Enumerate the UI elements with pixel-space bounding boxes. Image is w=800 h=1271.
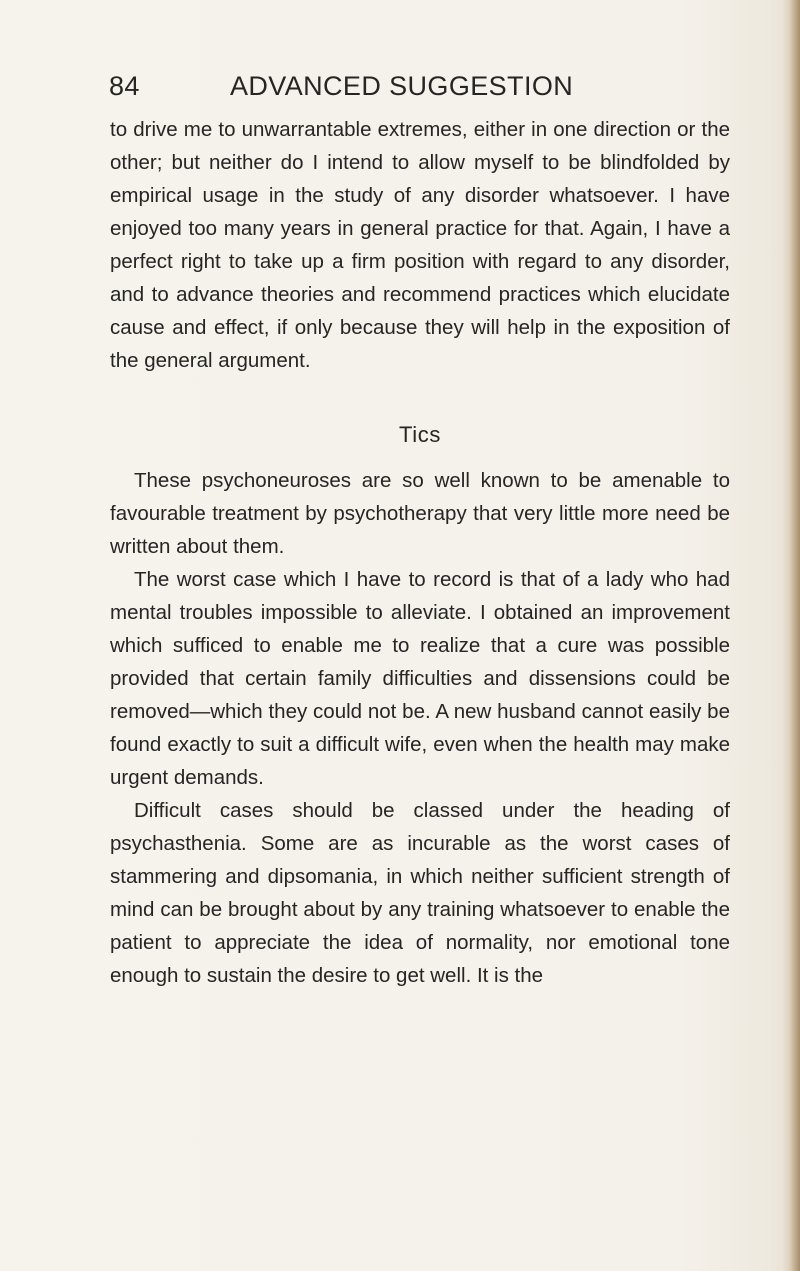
- paragraph: The worst case which I have to record is that of a lady who had mental troubles impossible to alleviate. I obtained an improvement which sufficed to enable me to realize that a cure was possible provided that certain family difficulties and dissensions could be removed—which they could not be. A new husband cannot easily be found exactly to suit a difficult wife, even when the health may make urgent demands.: [110, 568, 730, 789]
- page-header: [109, 68, 729, 104]
- paragraph: Difficult cases should be classed under the heading of psychasthenia. Some are as incurable as the worst cases of stammering and dipsomania, in which neither sufficient strength of mind can be brought about by any training whatsoever to enable the patient to appreciate the idea of normality, nor emotional tone enough to sustain the desire to get well. It is the: [110, 799, 730, 987]
- page-number: 84: [109, 71, 140, 101]
- paragraph-continuation: to drive me to unwarrantable extremes, either in one direction or the other; but neither do I intend to allow myself to be blindfolded by empirical usage in the study of any disorder whatsoever. I have enjoyed too many years in general practice for that. Again, I have a perfect right to take up a firm position with regard to any disorder, and to advance theories and recommend practices which elucidate cause and effect, if only because they will help in the exposition of the general argument.: [110, 118, 730, 372]
- section-heading-tics: Tics: [399, 422, 441, 447]
- paragraph: These psychoneuroses are so well known to be amenable to favourable treatment by psychotherapy that very little more need be written about them.: [110, 469, 730, 558]
- running-head: ADVANCED SUGGESTION: [230, 71, 574, 101]
- page-edge-shadow: [782, 0, 800, 1271]
- body-text: [110, 113, 730, 992]
